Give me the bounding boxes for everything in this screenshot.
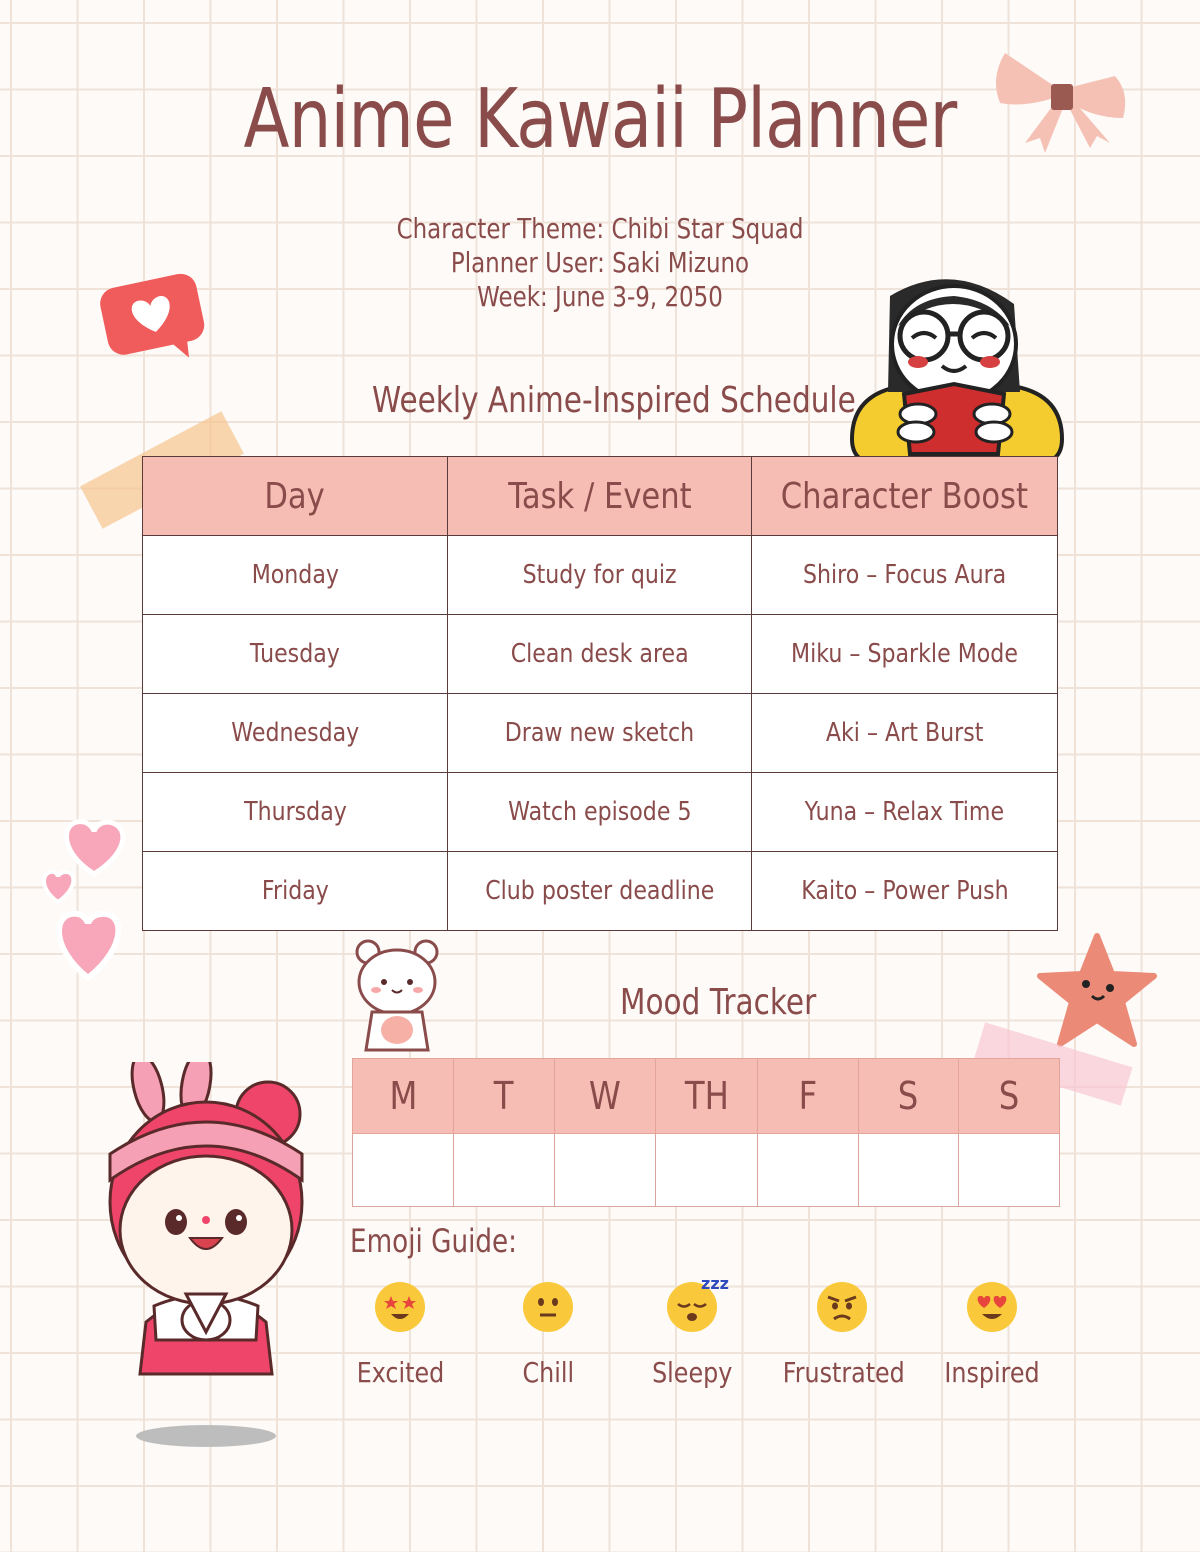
mood-tracker-table (352, 1058, 1060, 1207)
star-face-icon (1034, 930, 1160, 1056)
table-row (143, 773, 1058, 852)
boost-cell: Shiro – Focus Aura (752, 536, 1058, 615)
mood-cell[interactable] (959, 1134, 1060, 1207)
chibi-reading-character-icon (842, 274, 1072, 466)
heart-message-icon (96, 268, 212, 368)
emoji-excited (330, 1282, 470, 1389)
emoji-guide-title: Emoji Guide: (350, 1222, 518, 1260)
task-cell: Club poster deadline (448, 852, 752, 931)
boost-cell: Aki – Art Burst (752, 694, 1058, 773)
heart-eyes-emoji-icon (967, 1282, 1017, 1332)
mood-day-wednesday: W (554, 1059, 655, 1134)
table-row (143, 694, 1058, 773)
boost-cell: Yuna – Relax Time (752, 773, 1058, 852)
day-cell: Friday (143, 852, 448, 931)
schedule-title: Weekly Anime-Inspired Schedule (372, 380, 856, 421)
table-row (143, 615, 1058, 694)
task-cell: Study for quiz (448, 536, 752, 615)
day-cell: Wednesday (143, 694, 448, 773)
mood-cell[interactable] (454, 1134, 555, 1207)
mood-header-row (353, 1059, 1060, 1134)
emoji-label: Frustrated (782, 1356, 905, 1389)
boost-cell: Miku – Sparkle Mode (752, 615, 1058, 694)
angry-face-emoji-icon (817, 1282, 867, 1332)
mood-cell[interactable] (554, 1134, 655, 1207)
mood-day-saturday: S (858, 1059, 959, 1134)
table-row (143, 852, 1058, 931)
mood-cell[interactable] (353, 1134, 454, 1207)
mood-cell[interactable] (858, 1134, 959, 1207)
boost-cell: Kaito – Power Push (752, 852, 1058, 931)
mood-day-sunday: S (959, 1059, 1060, 1134)
emoji-inspired (922, 1282, 1062, 1389)
emoji-label: Sleepy (651, 1356, 733, 1389)
task-cell: Clean desk area (448, 615, 752, 694)
mood-cell[interactable] (656, 1134, 758, 1207)
page-title: Anime Kawaii Planner (243, 72, 957, 167)
schedule-header-row (143, 457, 1058, 536)
neutral-face-emoji-icon (523, 1282, 573, 1332)
emoji-label: Chill (522, 1356, 574, 1389)
mood-day-thursday: TH (656, 1059, 758, 1134)
emoji-label: Inspired (944, 1356, 1040, 1389)
mood-tracker-title: Mood Tracker (620, 982, 817, 1023)
bear-icon (350, 938, 444, 1058)
emoji-chill (478, 1282, 618, 1389)
character-theme: Character Theme: Chibi Star Squad (396, 212, 804, 245)
mood-entry-row (353, 1134, 1060, 1207)
table-row (143, 536, 1058, 615)
schedule-header-task: Task / Event (448, 457, 752, 536)
day-cell: Monday (143, 536, 448, 615)
mood-day-friday: F (757, 1059, 858, 1134)
bow-icon (985, 48, 1135, 178)
sleeping-face-emoji-icon: zzz (667, 1282, 717, 1332)
emoji-frustrated (772, 1282, 912, 1389)
mood-day-tuesday: T (454, 1059, 555, 1134)
bunny-girl-character-icon (96, 1062, 316, 1452)
task-cell: Draw new sketch (448, 694, 752, 773)
mood-day-monday: M (353, 1059, 454, 1134)
emoji-label: Excited (356, 1356, 444, 1389)
schedule-header-boost: Character Boost (752, 457, 1058, 536)
day-cell: Tuesday (143, 615, 448, 694)
emoji-sleepy (622, 1274, 762, 1389)
planner-user: Planner User: Saki Mizuno (450, 246, 750, 279)
schedule-header-day: Day (143, 457, 448, 536)
day-cell: Thursday (143, 773, 448, 852)
task-cell: Watch episode 5 (448, 773, 752, 852)
mood-cell[interactable] (757, 1134, 858, 1207)
hearts-sticker-icon (36, 814, 136, 994)
star-eyes-emoji-icon (375, 1282, 425, 1332)
week-range: Week: June 3-9, 2050 (477, 280, 723, 313)
weekly-schedule-table (142, 456, 1058, 931)
